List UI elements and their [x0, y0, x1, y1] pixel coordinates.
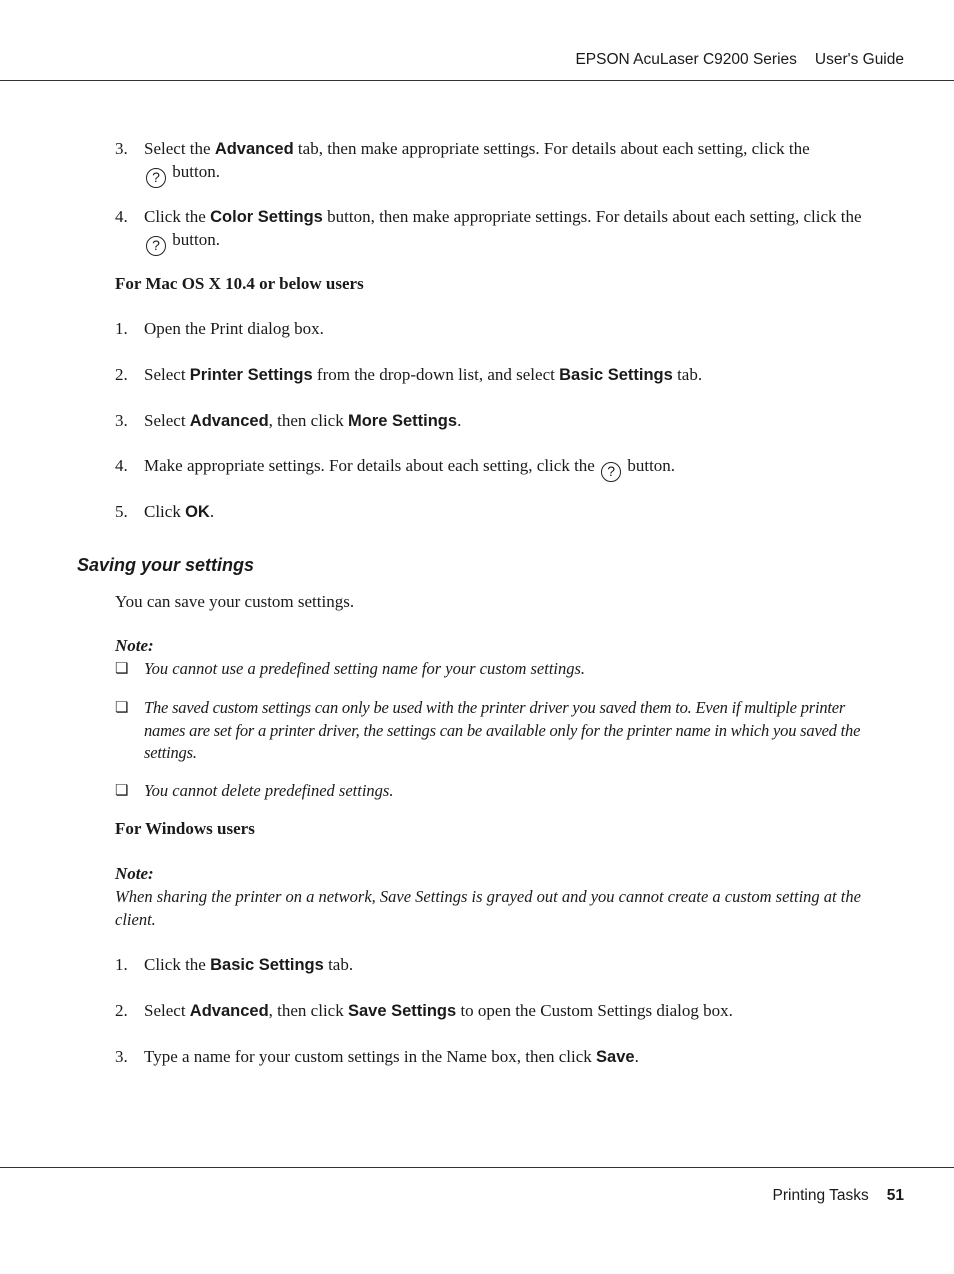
section-title: Saving your settings — [77, 555, 255, 575]
mac-step-5: 5. Click OK. — [115, 502, 215, 521]
windows-note-text: When sharing the printer on a network, Save Settings is grayed out and you cannot create a custom setting at the client. — [115, 887, 861, 929]
checkbox-bullet-icon: ❏ — [115, 700, 129, 716]
mac-step-4: 4. Make appropriate settings. For details about each setting, click the ? button. — [115, 455, 885, 482]
mac-step-1: 1. Open the Print dialog box. — [115, 319, 324, 338]
note-item: ❏ You cannot use a predefined setting name for your custom settings. — [115, 658, 885, 681]
windows-step-3: 3. Type a name for your custom settings in the Name box, then click Save. — [115, 1047, 639, 1066]
saving-intro: You can save your custom settings. — [115, 592, 355, 611]
checkbox-bullet-icon: ❏ — [115, 783, 129, 799]
header-rule — [0, 80, 954, 81]
help-question-icon: ? — [146, 236, 166, 256]
help-question-icon: ? — [601, 462, 621, 482]
header-guide: User's Guide — [814, 51, 904, 68]
windows-heading: For Windows users — [115, 819, 255, 838]
note-label: Note: — [115, 636, 154, 655]
windows-step-2: 2. Select Advanced, then click Save Settings to open the Custom Settings dialog box. — [115, 1001, 733, 1020]
windows-note-label: Note: — [115, 864, 154, 883]
checkbox-bullet-icon: ❏ — [115, 661, 129, 677]
step-advanced-tab: 3. Select the Advanced tab, then make appropriate settings. For details about each setting, click the ? button. — [115, 138, 885, 188]
header-product: EPSON AcuLaser C9200 Series — [575, 51, 797, 68]
step-color-settings: 4. Click the Color Settings button, then make appropriate settings. For details about each setting, click the ? button. — [115, 206, 885, 256]
mac-step-2: 2. Select Printer Settings from the drop-down list, and select Basic Settings tab. — [115, 365, 703, 384]
page-number: 51 — [886, 1187, 904, 1204]
windows-step-1: 1. Click the Basic Settings tab. — [115, 955, 354, 974]
note-item: ❏ You cannot delete predefined settings. — [115, 780, 885, 803]
footer-section: Printing Tasks — [772, 1187, 869, 1204]
footer-rule — [0, 1167, 954, 1168]
help-question-icon: ? — [146, 168, 166, 188]
page-footer — [773, 1187, 904, 1205]
mac-heading: For Mac OS X 10.4 or below users — [115, 274, 364, 293]
page-header — [575, 51, 904, 69]
note-item: ❏ The saved custom settings can only be used with the printer driver you saved them to. Even if multiple printer names are set for a printer driver, the settings can be available only for the printer name in which you saved the settings. — [115, 698, 861, 762]
mac-step-3: 3. Select Advanced, then click More Settings. — [115, 411, 462, 430]
